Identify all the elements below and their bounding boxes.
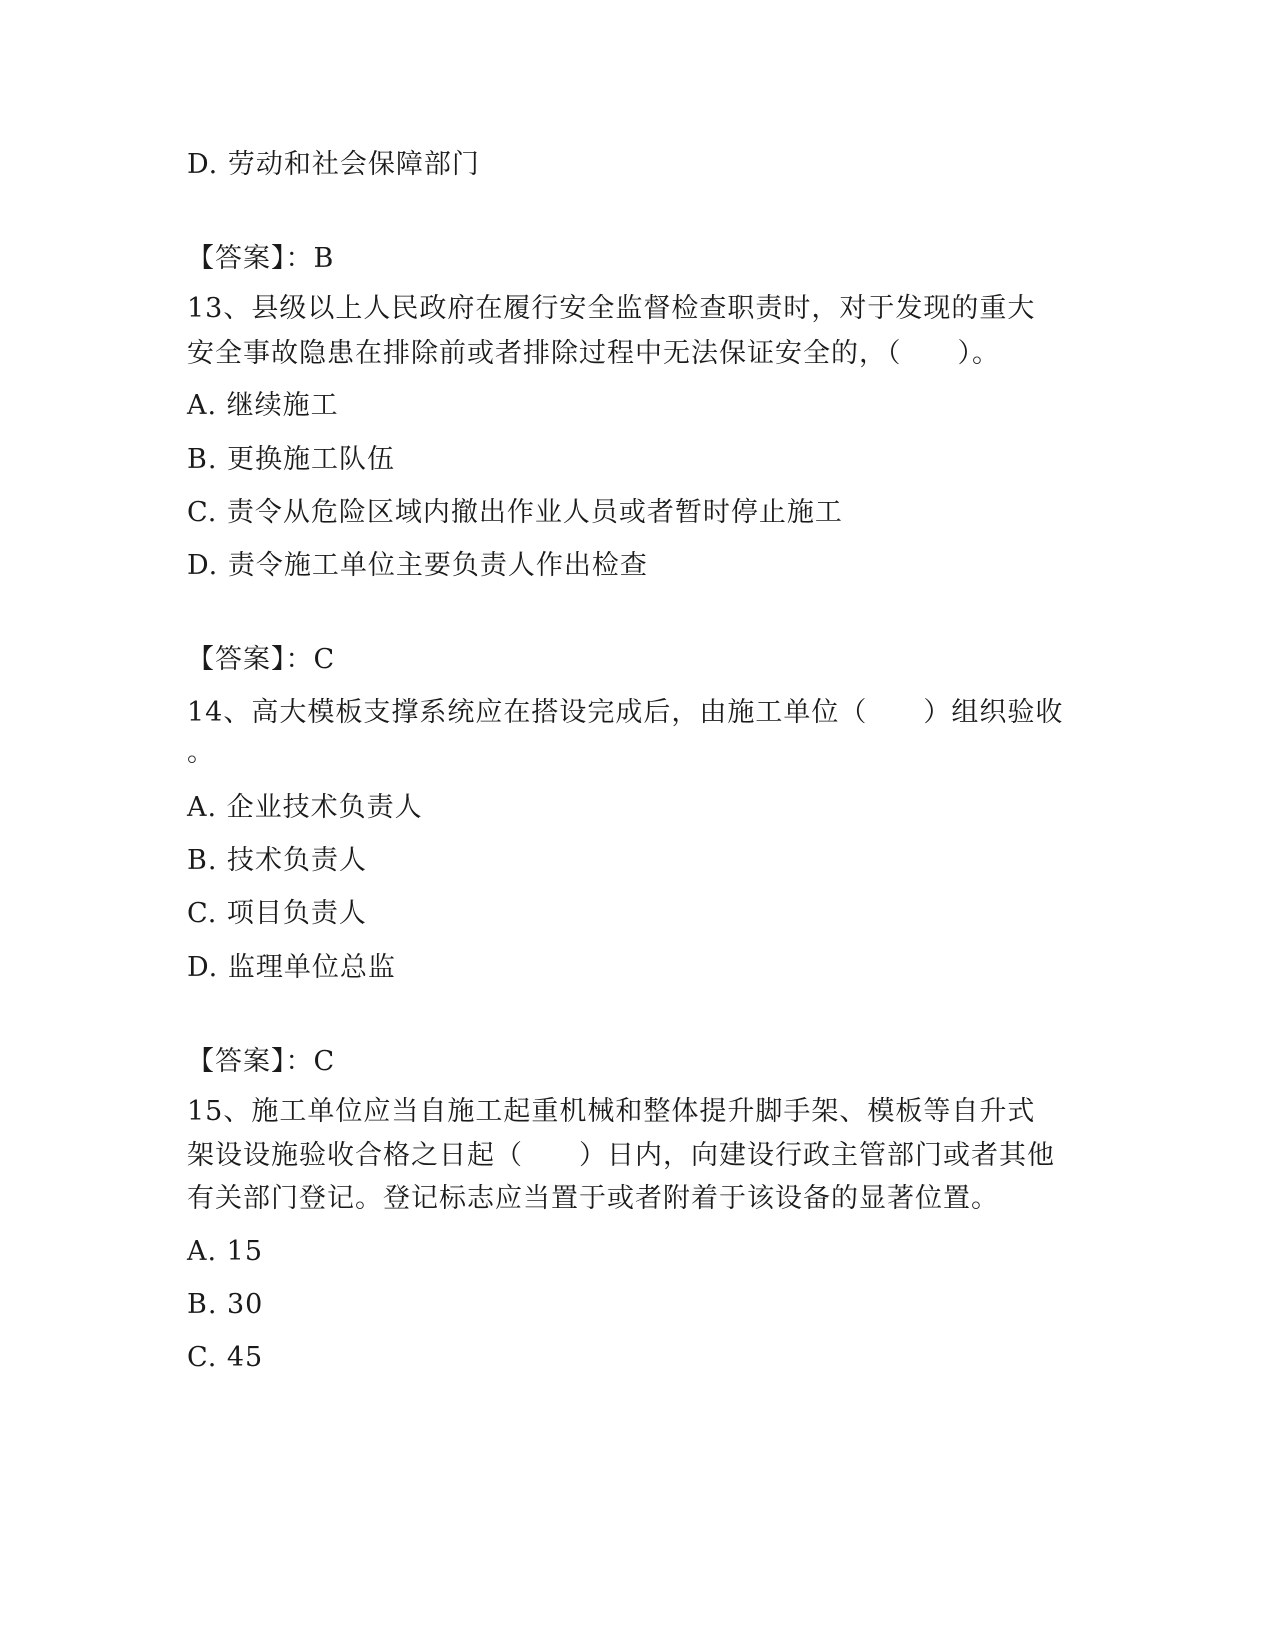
q13-stem-line-1: 13、县级以上人民政府在履行安全监督检查职责时，对于发现的重大 — [187, 293, 1036, 324]
q13-stem-line-2: 安全事故隐患在排除前或者排除过程中无法保证安全的，（ ）。 — [187, 338, 1000, 369]
q13-option-c: C. 责令从危险区域内撤出作业人员或者暂时停止施工 — [187, 497, 843, 528]
q15-option-a: A. 15 — [187, 1236, 264, 1267]
q13-option-b: B. 更换施工队伍 — [187, 444, 396, 475]
q15-stem-line-2: 架设设施验收合格之日起（ ）日内，向建设行政主管部门或者其他 — [187, 1140, 1055, 1171]
q12-option-d: D. 劳动和社会保障部门 — [187, 149, 480, 180]
q15-option-c: C. 45 — [187, 1342, 264, 1373]
q13-option-d: D. 责令施工单位主要负责人作出检查 — [187, 550, 648, 581]
q15-option-b: B. 30 — [187, 1289, 264, 1320]
q14-option-a: A. 企业技术负责人 — [187, 792, 423, 823]
q14-stem-line-2: 。 — [187, 737, 215, 768]
q15-stem-line-1: 15、施工单位应当自施工起重机械和整体提升脚手架、模板等自升式 — [187, 1096, 1036, 1127]
q14-option-d: D. 监理单位总监 — [187, 952, 396, 983]
q13-option-a: A. 继续施工 — [187, 390, 339, 421]
q14-answer: 【答案】：C — [187, 1046, 336, 1077]
q13-answer: 【答案】：C — [187, 644, 336, 675]
q12-answer: 【答案】：B — [187, 243, 335, 274]
q14-stem-line-1: 14、高大模板支撑系统应在搭设完成后，由施工单位（ ）组织验收 — [187, 697, 1064, 728]
q14-option-c: C. 项目负责人 — [187, 898, 367, 929]
q14-option-b: B. 技术负责人 — [187, 845, 368, 876]
q15-stem-line-3: 有关部门登记。登记标志应当置于或者附着于该设备的显著位置。 — [187, 1183, 999, 1214]
